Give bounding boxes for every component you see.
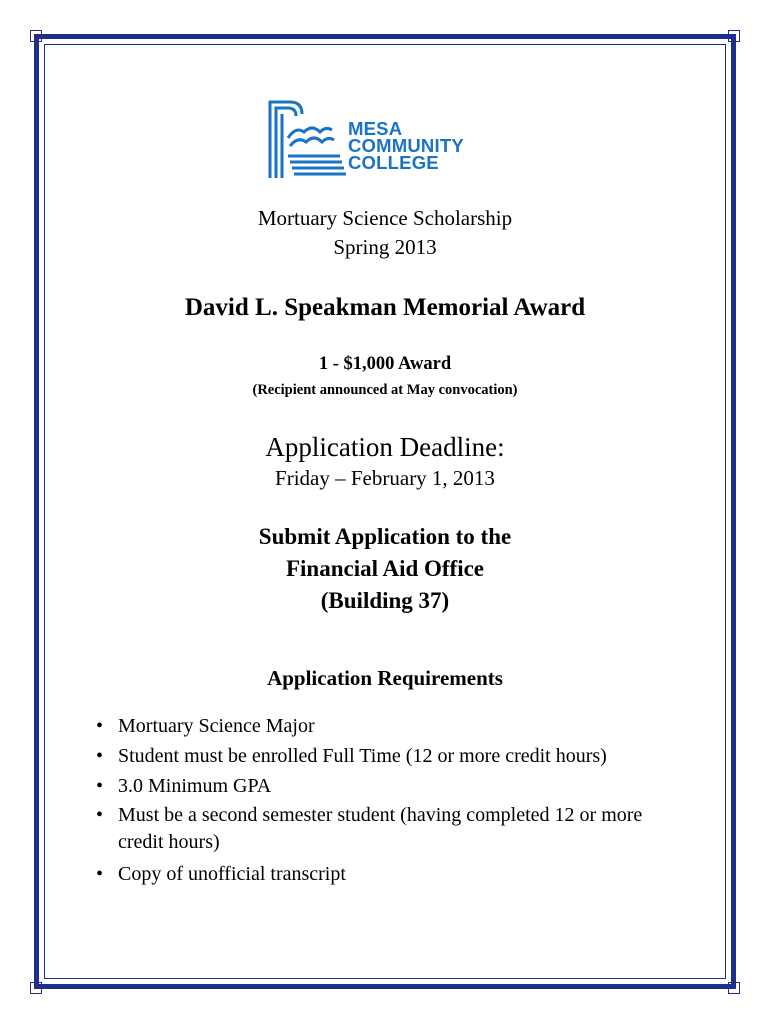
bullet-icon: • — [96, 804, 104, 826]
logo-text-line1: MESA — [348, 118, 403, 139]
award-note: (Recipient announced at May convocation) — [252, 382, 518, 398]
requirement-text: Copy of unofficial transcript — [118, 863, 346, 885]
award-amount: 1 - $1,000 Award — [318, 354, 452, 374]
requirement-text: Must be a second semester student (having completed 12 or more credit hours) — [118, 804, 643, 853]
bullet-icon: • — [96, 715, 104, 737]
bullet-icon: • — [96, 863, 104, 885]
deadline-date: Friday – February 1, 2013 — [275, 466, 495, 490]
list-item — [96, 772, 696, 801]
mesa-logo-icon — [268, 98, 348, 180]
logo-text-line3: COLLEGE — [348, 152, 439, 173]
requirements-list — [96, 712, 696, 890]
submit-line-1: Submit Application to the — [258, 524, 512, 549]
list-item — [96, 742, 696, 771]
corner-ornament-bottom-right — [728, 982, 740, 994]
requirement-text: Student must be enrolled Full Time (12 or more credit hours) — [118, 745, 607, 767]
scholarship-title: Mortuary Science Scholarship — [257, 206, 513, 230]
award-title: David L. Speakman Memorial Award — [184, 294, 586, 321]
requirement-text: 3.0 Minimum GPA — [118, 775, 272, 797]
bullet-icon: • — [96, 775, 104, 797]
term-label: Spring 2013 — [333, 235, 437, 259]
college-logo — [268, 98, 504, 180]
list-item — [96, 802, 678, 856]
submit-line-2: Financial Aid Office — [285, 556, 485, 581]
logo-text-line2: COMMUNITY — [348, 135, 464, 156]
requirements-heading: Application Requirements — [267, 666, 503, 690]
deadline-label: Application Deadline: — [265, 432, 505, 462]
bullet-icon: • — [96, 745, 104, 767]
corner-ornament-top-right — [728, 30, 740, 42]
requirement-text: Mortuary Science Major — [118, 715, 315, 737]
list-item — [96, 712, 696, 741]
corner-ornament-top-left — [30, 30, 42, 42]
list-item — [96, 860, 696, 889]
submit-line-3: (Building 37) — [320, 588, 450, 613]
corner-ornament-bottom-left — [30, 982, 42, 994]
